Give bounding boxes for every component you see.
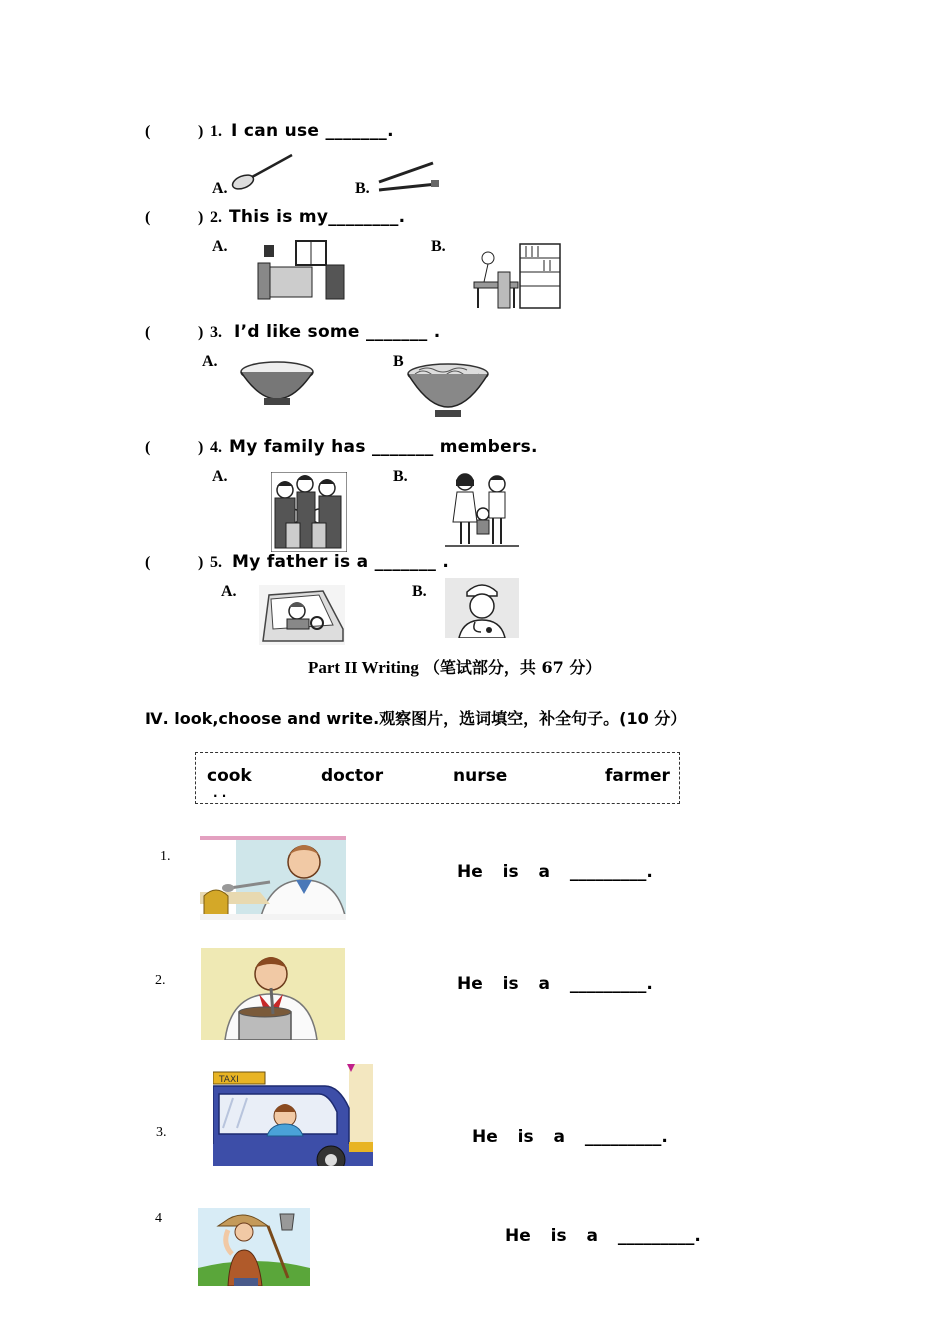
answer-paren-close: ) <box>198 324 204 341</box>
cook-icon <box>201 948 345 1040</box>
section-4-title: Ⅳ. look,choose and write.观察图片，选词填空，补全句子。(10 分） <box>145 709 687 728</box>
part-2-note: （笔试部分，共 67 分） <box>423 658 602 677</box>
word-bank-dots: . . <box>213 786 227 800</box>
item-number: 2. <box>155 973 166 988</box>
answer-paren-close: ) <box>198 209 204 226</box>
small-family-icon <box>443 470 521 548</box>
fill-in-sentence: He is a _________. <box>457 862 653 882</box>
doctor-icon <box>200 836 346 920</box>
word-bank-word: farmer <box>605 766 670 786</box>
question-text: I can use _______. <box>231 121 394 141</box>
study-room-icon <box>472 242 562 310</box>
option-b-label: B. <box>412 583 427 600</box>
svg-text:TAXI: TAXI <box>219 1075 239 1085</box>
spoon-icon <box>230 150 296 190</box>
answer-paren-open: ( <box>145 123 151 140</box>
item-number: 4 <box>155 1211 162 1226</box>
question-text: This is my________. <box>229 207 406 227</box>
answer-paren-open: ( <box>145 209 151 226</box>
question-number: 5. <box>210 554 222 571</box>
item-number: 3. <box>156 1125 167 1140</box>
answer-paren-close: ) <box>198 554 204 571</box>
doctor-icon <box>445 578 519 638</box>
answer-paren-close: ) <box>198 123 204 140</box>
word-bank-word: cook <box>207 766 252 786</box>
option-a-label: A. <box>202 353 218 370</box>
option-a-label: A. <box>221 583 237 600</box>
chopsticks-icon <box>375 160 441 194</box>
answer-paren-open: ( <box>145 439 151 456</box>
question-text: My family has _______ members. <box>229 437 538 457</box>
question-number: 3. <box>210 324 222 341</box>
rice-bowl-icon <box>236 356 318 408</box>
fill-in-sentence: He is a _________. <box>472 1127 668 1147</box>
question-number: 2. <box>210 209 222 226</box>
option-b-label: B. <box>355 180 370 197</box>
option-a-label: A. <box>212 238 228 255</box>
answer-paren-close: ) <box>198 439 204 456</box>
part-2-header <box>308 655 601 678</box>
word-bank-word: doctor <box>321 766 384 786</box>
word-bank-box <box>195 752 680 804</box>
option-b-label: B <box>393 353 404 370</box>
driver-icon <box>259 585 345 645</box>
question-text: My father is a _______ . <box>232 552 450 572</box>
big-family-icon <box>271 472 347 552</box>
noodles-bowl-icon <box>405 360 491 420</box>
question-number: 1. <box>210 123 222 140</box>
answer-paren-open: ( <box>145 324 151 341</box>
option-a-label: A. <box>212 468 228 485</box>
option-a-label: A. <box>212 180 228 197</box>
item-number: 1. <box>160 849 171 864</box>
bedroom-icon <box>256 237 346 303</box>
fill-in-sentence: He is a _________. <box>505 1226 701 1246</box>
answer-paren-open: ( <box>145 554 151 571</box>
question-text: I’d like some _______ . <box>234 322 441 342</box>
fill-in-sentence: He is a _________. <box>457 974 653 994</box>
question-number: 4. <box>210 439 222 456</box>
farmer-icon <box>198 1208 310 1286</box>
word-bank-word: nurse <box>453 766 508 786</box>
option-b-label: B. <box>431 238 446 255</box>
part-2-title: Part II Writing <box>308 658 419 677</box>
option-b-label: B. <box>393 468 408 485</box>
taxi-driver-icon <box>213 1064 373 1166</box>
